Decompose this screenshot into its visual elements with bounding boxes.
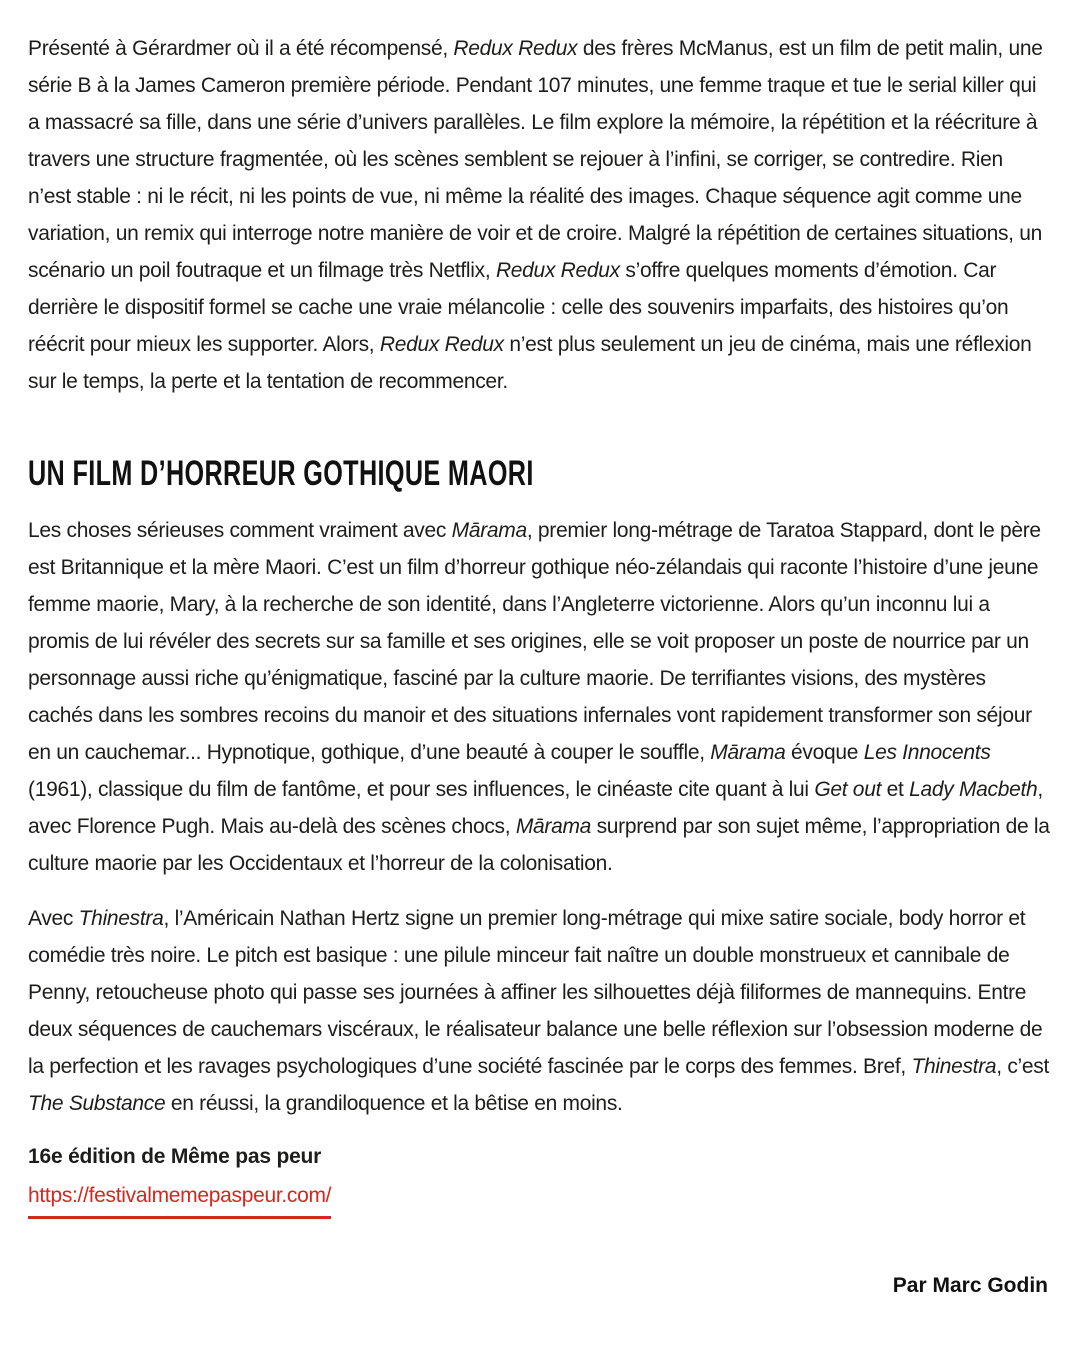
paragraph-marama: Les choses sérieuses comment vraiment avec Mārama, premier long-métrage de Taratoa Stappard, dont le père est Britannique et la mère Maori. C’est un film d’horreur gothique néo-zélandais qui raconte l’histoire d’une jeune femme maorie, Mary, à la recherche de son identité, dans l’Angleterre victorienne. Alors qu’un inconnu lui a promis de lui révéler des secrets sur sa famille et ses origines, elle se voit proposer un poste de nourrice par un personnage aussi riche qu’énigmatique, fasciné par la culture maorie. De terrifiantes visions, des mystères cachés dans les sombres recoins du manoir et des situations infernales vont rapidement transformer son séjour en un cauchemar... Hypnotique, gothique, d’une beauté à couper le souffle, Mārama évoque Les Innocents (1961), classique du film de fantôme, et pour ses influences, le cinéaste cite quant à lui Get out et Lady Macbeth, avec Florence Pugh. Mais au-delà des scènes chocs, Mārama surprend par son sujet même, l’appropriation de la culture maorie par les Occidentaux et l’horreur de la colonisation. — [28, 519, 1050, 875]
paragraph-redux-redux: Présenté à Gérardmer où il a été récompensé, Redux Redux des frères McManus, est un film de petit malin, une série B à la James Cameron première période. Pendant 107 minutes, une femme traque et tue le serial killer qui a massacré sa fille, dans une série d’univers parallèles. Le film explore la mémoire, la répétition et la réécriture à travers une structure fragmentée, où les scènes semblent se rejouer à l’infini, se corriger, se contredire. Rien n’est stable : ni le récit, ni les points de vue, ni même la réalité des images. Chaque séquence agit comme une variation, un remix qui interroge notre manière de voir et de croire. Malgré la répétition de certaines situations, un scénario un poil foutraque et un filmage très Netflix, Redux Redux s’offre quelques moments d’émotion. Car derrière le dispositif formel se cache une vraie mélancolie : celle des souvenirs imparfaits, des histoires qu’on réécrit pour mieux les supporter. Alors, Redux Redux n’est plus seulement un jeu de cinéma, mais une réflexion sur le temps, la perte et la tentation de recommencer. — [28, 37, 1043, 393]
festival-link-row — [28, 1177, 1050, 1219]
author-byline: Par Marc Godin — [892, 1274, 1048, 1297]
festival-edition-line: 16e édition de Même pas peur — [28, 1145, 322, 1168]
paragraph-thinestra: Avec Thinestra, l’Américain Nathan Hertz signe un premier long-métrage qui mixe satire sociale, body horror et comédie très noire. Le pitch est basique : une pilule minceur fait naître un double monstrueux et cannibale de Penny, retoucheuse photo qui passe ses journées à affiner les silhouettes déjà filiformes de mannequins. Entre deux séquences de cauchemars viscéraux, le réalisateur balance une belle réflexion sur l’obsession moderne de la perfection et les ravages psychologiques d’une société fascinée par le corps des femmes. Bref, Thinestra, c’est The Substance en réussi, la grandiloquence et la bêtise en moins. — [28, 907, 1050, 1115]
section-heading: UN FILM D’HORREUR GOTHIQUE MAORI — [28, 454, 534, 493]
festival-website-link[interactable]: https://festivalmemepaspeur.com/ — [28, 1177, 331, 1219]
